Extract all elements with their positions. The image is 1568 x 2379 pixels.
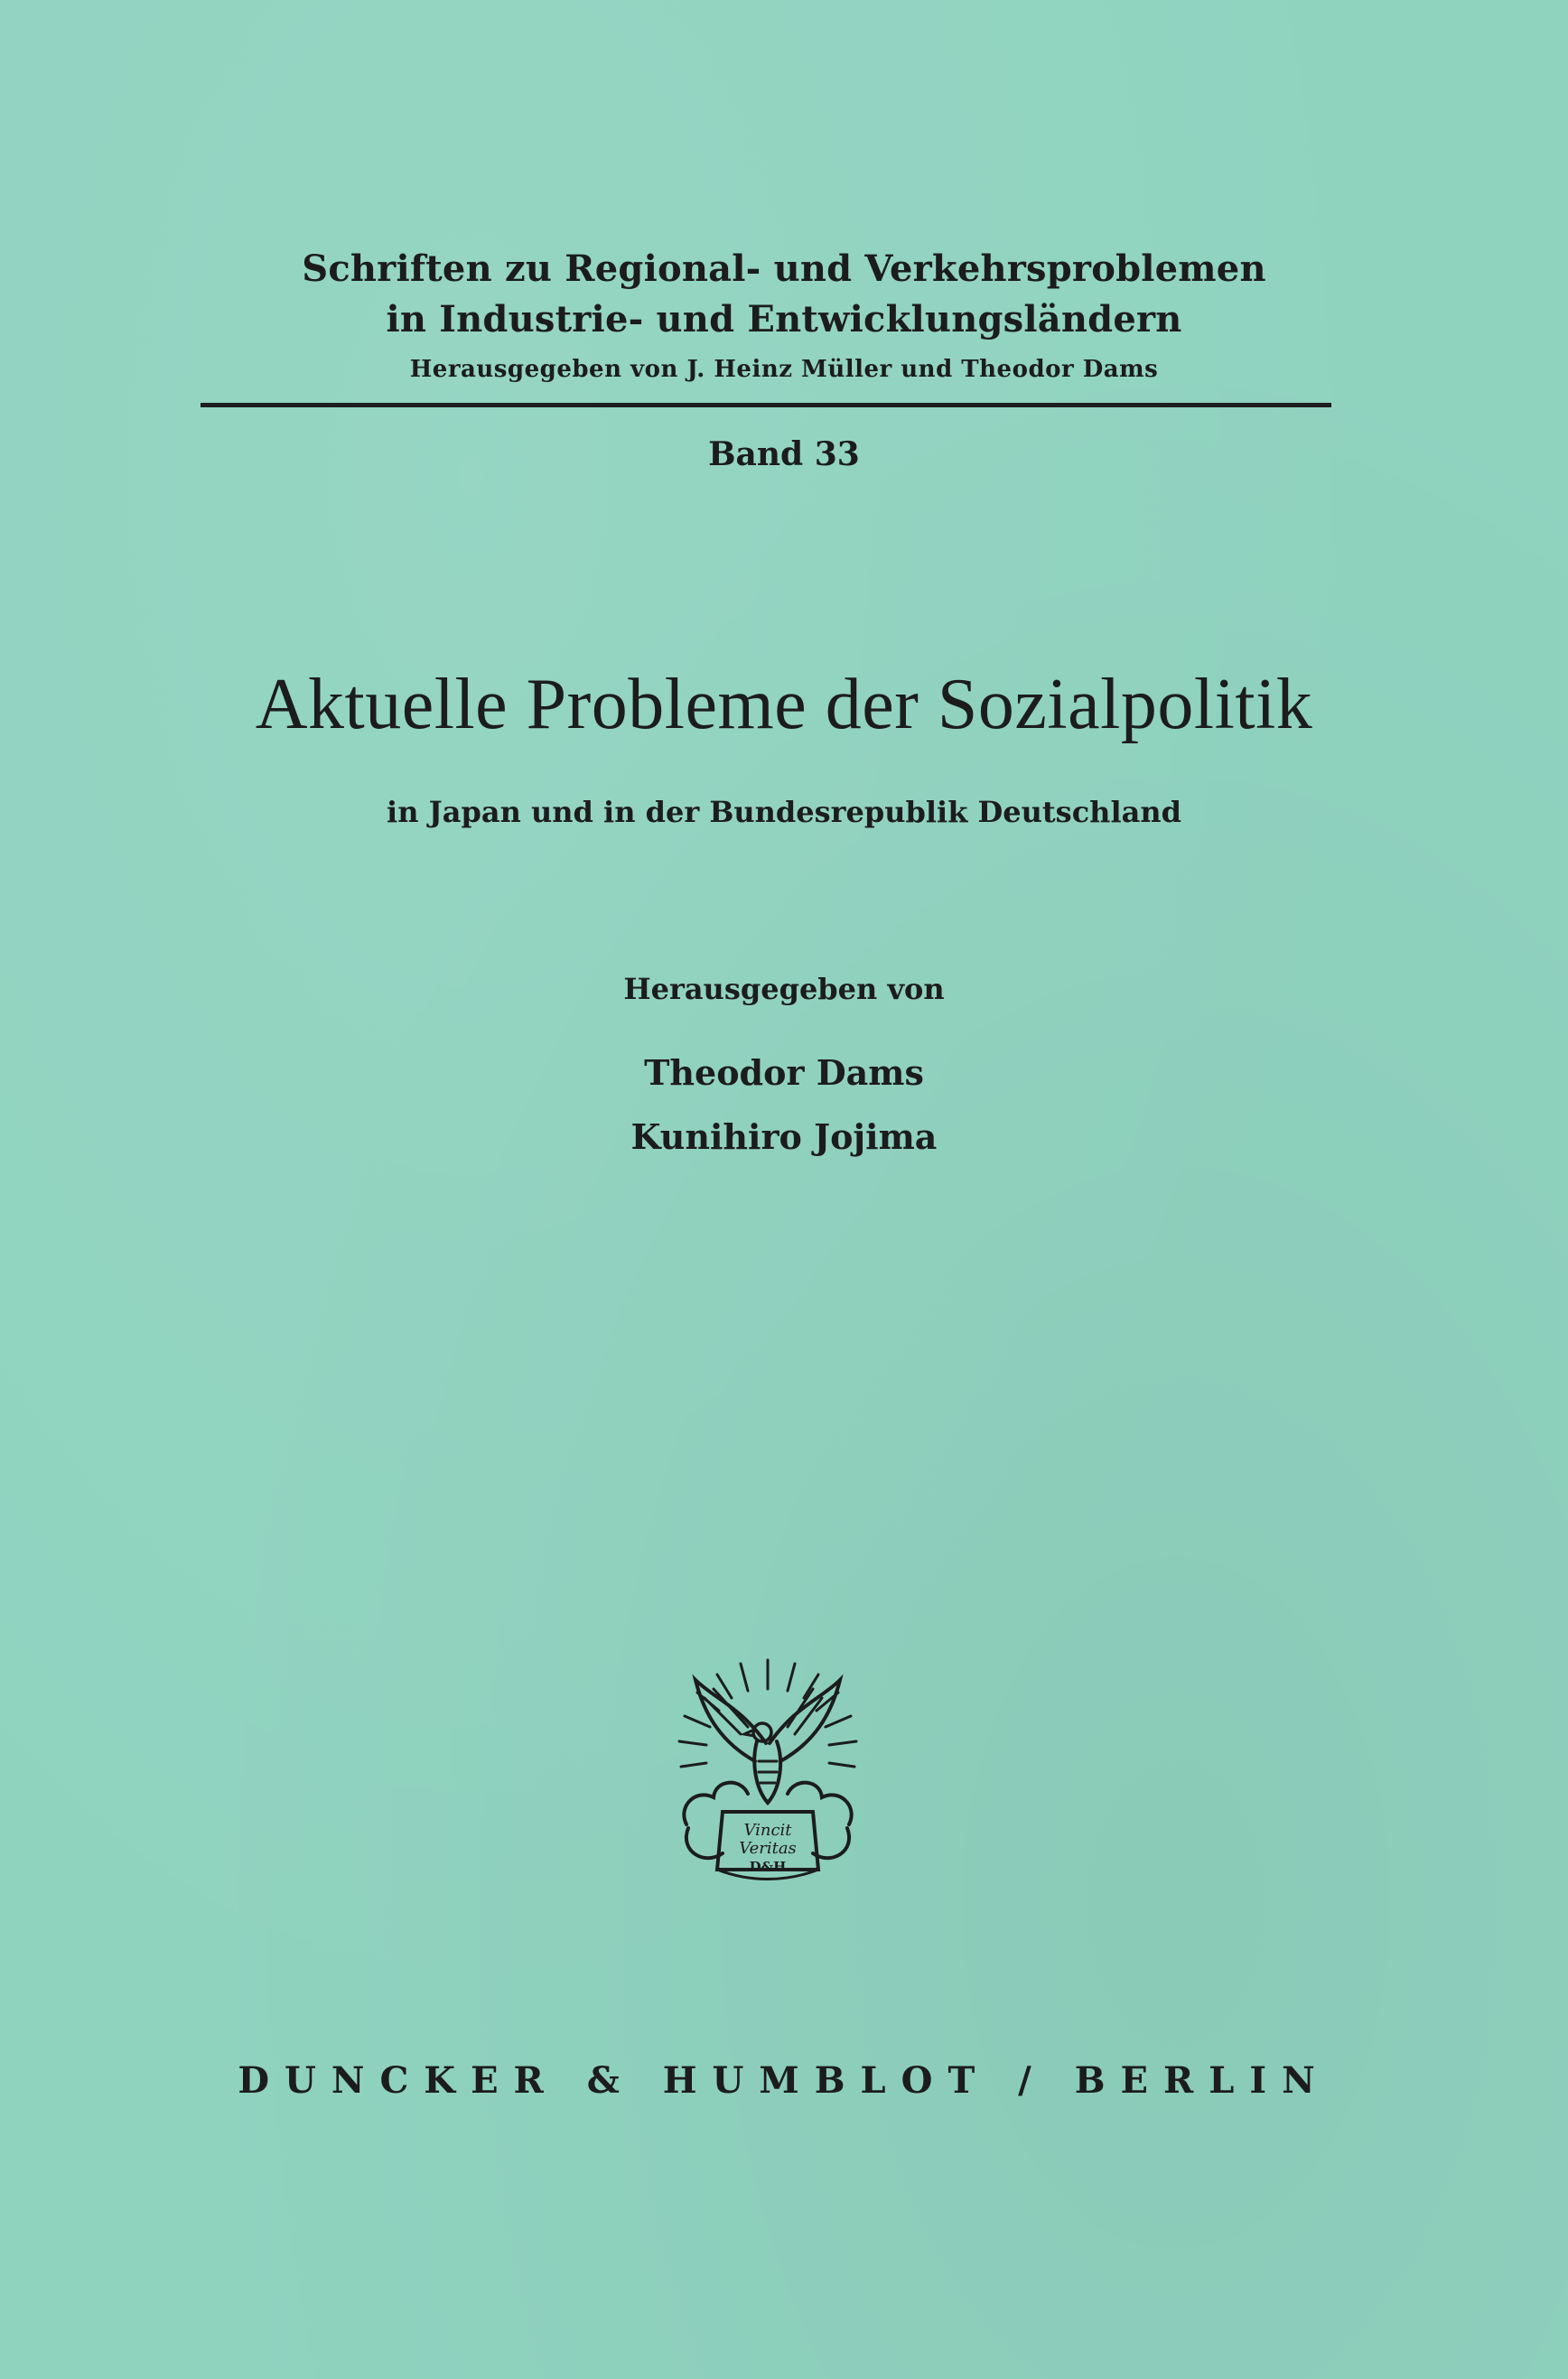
svg-text:D&H: D&H (749, 1859, 787, 1875)
svg-text:Veritas: Veritas (739, 1839, 797, 1858)
svg-text:Vincit: Vincit (743, 1821, 792, 1840)
volume-number: Band 33 (708, 435, 860, 473)
edited-by-label: Herausgegeben von (623, 972, 945, 1006)
editor-name: Theodor Dams (644, 1052, 924, 1093)
book-subtitle: in Japan und in der Bundesrepublik Deutschland (387, 795, 1181, 829)
book-title: Aktuelle Probleme der Sozialpolitik (255, 665, 1313, 744)
series-title-line-1: Schriften zu Regional- und Verkehrsproblemen (302, 247, 1266, 290)
series-editors: Herausgegeben von J. Heinz Müller und Theodor Dams (409, 356, 1159, 383)
header-rule (201, 403, 1331, 407)
series-title (0, 244, 1568, 345)
publisher-eagle-emblem-icon (668, 1644, 867, 1888)
series-title-line-2: in Industrie- und Entwicklungsländern (386, 298, 1182, 341)
editor-name: Kunihiro Jojima (630, 1116, 938, 1157)
publisher-imprint: DUNCKER & HUMBLOT / BERLIN (238, 2059, 1330, 2102)
